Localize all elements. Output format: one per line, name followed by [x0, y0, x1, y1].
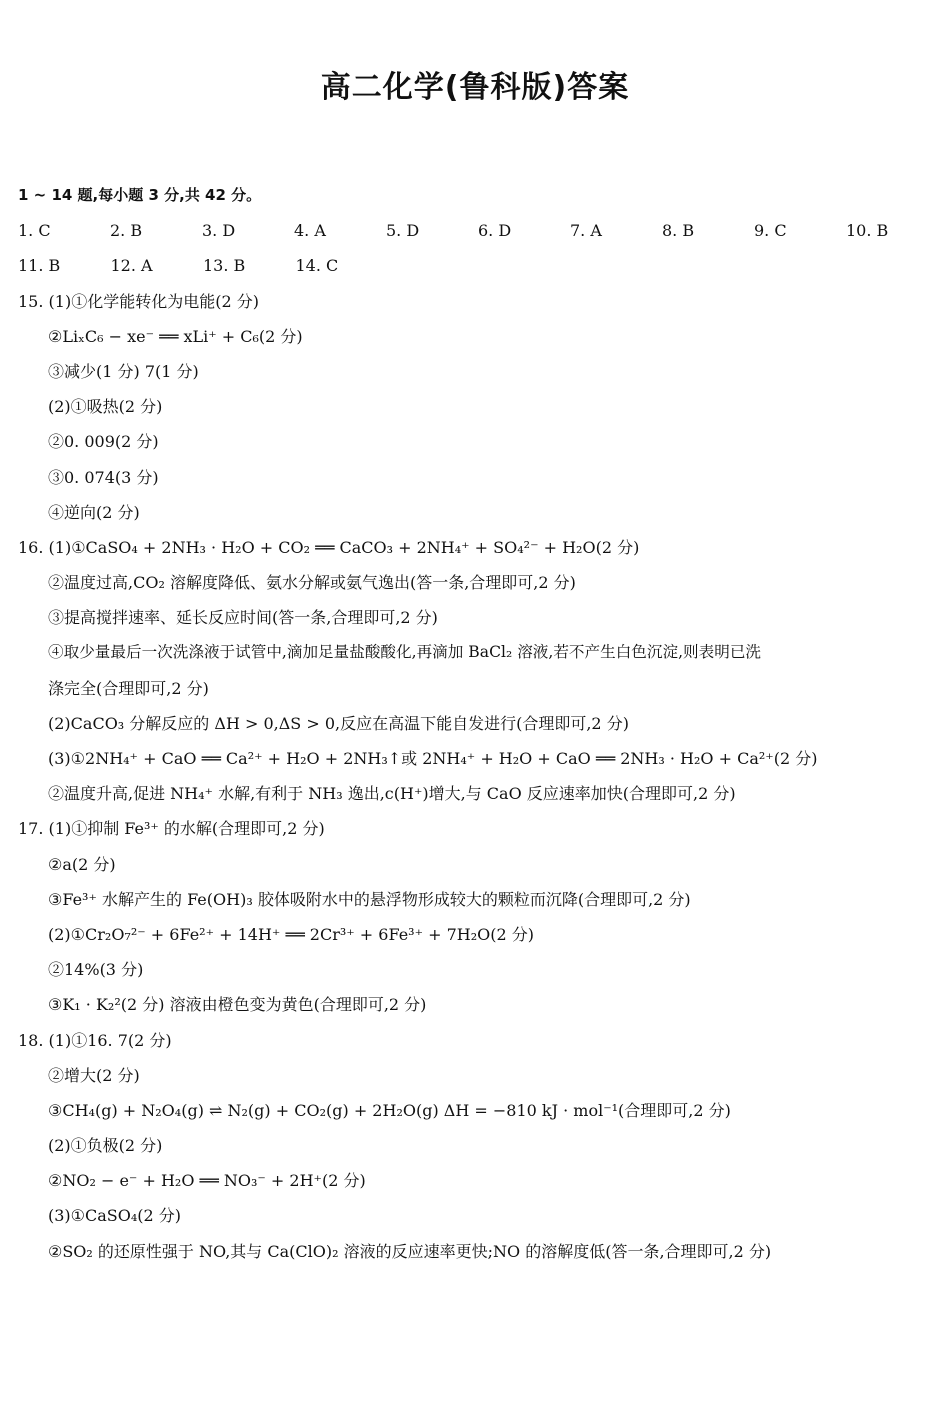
mc-row-1 [18, 213, 938, 248]
q15-line: ④逆向(2 分) [48, 502, 140, 522]
q17-line: ③K₁ · K₂²(2 分) 溶液由橙色变为黄色(合理即可,2 分) [48, 995, 427, 1015]
q18-line: 18. (1)①16. 7(2 分) [18, 1030, 172, 1050]
q16-line: 16. (1)①CaSO₄ + 2NH₃ · H₂O + CO₂ ══ CaCO₃ + 2NH₄⁺ + SO₄²⁻ + H₂O(2 分) [18, 537, 640, 557]
q18-line: ②NO₂ − e⁻ + H₂O ══ NO₃⁻ + 2H⁺(2 分) [48, 1171, 366, 1191]
q15-line: 15. (1)①化学能转化为电能(2 分) [18, 291, 259, 311]
mc-answer: 10. B [846, 221, 889, 241]
mc-row-2 [18, 248, 938, 283]
mc-header: 1 ~ 14 题,每小题 3 分,共 42 分。 [18, 186, 262, 204]
mc-answer: 14. C [295, 256, 339, 276]
q16-line: (3)①2NH₄⁺ + CaO ══ Ca²⁺ + H₂O + 2NH₃↑或 2NH₄⁺ + H₂O + CaO ══ 2NH₃ · H₂O + Ca²⁺(2 分) [48, 749, 818, 768]
mc-answer: 11. B [18, 256, 61, 276]
q15-line: (2)①吸热(2 分) [48, 397, 163, 417]
q16-line: ④取少量最后一次洗涤液于试管中,滴加足量盐酸酸化,再滴加 BaCl₂ 溶液,若不产生白色沉淀,则表明已洗 [48, 643, 762, 662]
q17-line: ②a(2 分) [48, 854, 116, 874]
q16-line: ②温度升高,促进 NH₄⁺ 水解,有利于 NH₃ 逸出,c(H⁺)增大,与 CaO 反应速率加快(合理即可,2 分) [48, 784, 736, 804]
q15-line: ③0. 074(3 分) [48, 467, 159, 487]
mc-answer: 2. B [110, 221, 143, 241]
mc-answer: 3. D [202, 221, 236, 241]
q18-line: ③CH₄(g) + N₂O₄(g) ⇌ N₂(g) + CO₂(g) + 2H₂O(g) ΔH = −810 kJ · mol⁻¹(合理即可,2 分) [48, 1100, 731, 1120]
q18-line: ②增大(2 分) [48, 1065, 140, 1085]
mc-answer: 7. A [570, 221, 602, 241]
q15-line: ③减少(1 分) 7(1 分) [48, 361, 199, 381]
q18-line: (3)①CaSO₄(2 分) [48, 1206, 182, 1226]
mc-answer: 13. B [203, 256, 246, 276]
mc-answer: 8. B [662, 221, 695, 241]
mc-answer: 12. A [110, 256, 153, 276]
q16-line: 涤完全(合理即可,2 分) [48, 678, 209, 698]
q15-line: ②0. 009(2 分) [48, 432, 159, 452]
q17-line: (2)①Cr₂O₇²⁻ + 6Fe²⁺ + 14H⁺ ══ 2Cr³⁺ + 6Fe³⁺ + 7H₂O(2 分) [48, 924, 535, 944]
mc-answer: 9. C [754, 221, 787, 241]
q17-line: 17. (1)①抑制 Fe³⁺ 的水解(合理即可,2 分) [18, 819, 325, 839]
page-title: 高二化学(鲁科版)答案 [320, 70, 630, 105]
q16-line: ③提高搅拌速率、延长反应时间(答一条,合理即可,2 分) [48, 608, 438, 628]
q17-line: ③Fe³⁺ 水解产生的 Fe(OH)₃ 胶体吸附水中的悬浮物形成较大的颗粒而沉降(合理即可,2 分) [48, 889, 691, 909]
q17-line: ②14%(3 分) [48, 960, 144, 980]
q18-line: ②SO₂ 的还原性强于 NO,其与 Ca(ClO)₂ 溶液的反应速率更快;NO 的溶解度低(答一条,合理即可,2 分) [48, 1241, 772, 1261]
q16-line: ②温度过高,CO₂ 溶解度降低、氨水分解或氨气逸出(答一条,合理即可,2 分) [48, 573, 576, 593]
mc-answer: 4. A [294, 221, 326, 241]
q15-line: ②LiₓC₆ − xe⁻ ══ xLi⁺ + C₆(2 分) [48, 326, 303, 346]
mc-answer: 1. C [18, 221, 51, 241]
q18-line: (2)①负极(2 分) [48, 1136, 163, 1156]
answer-list [18, 178, 938, 1269]
mc-answer: 6. D [478, 221, 512, 241]
mc-answer: 5. D [386, 221, 420, 241]
q16-line: (2)CaCO₃ 分解反应的 ΔH > 0,ΔS > 0,反应在高温下能自发进行(合理即可,2 分) [48, 713, 629, 733]
